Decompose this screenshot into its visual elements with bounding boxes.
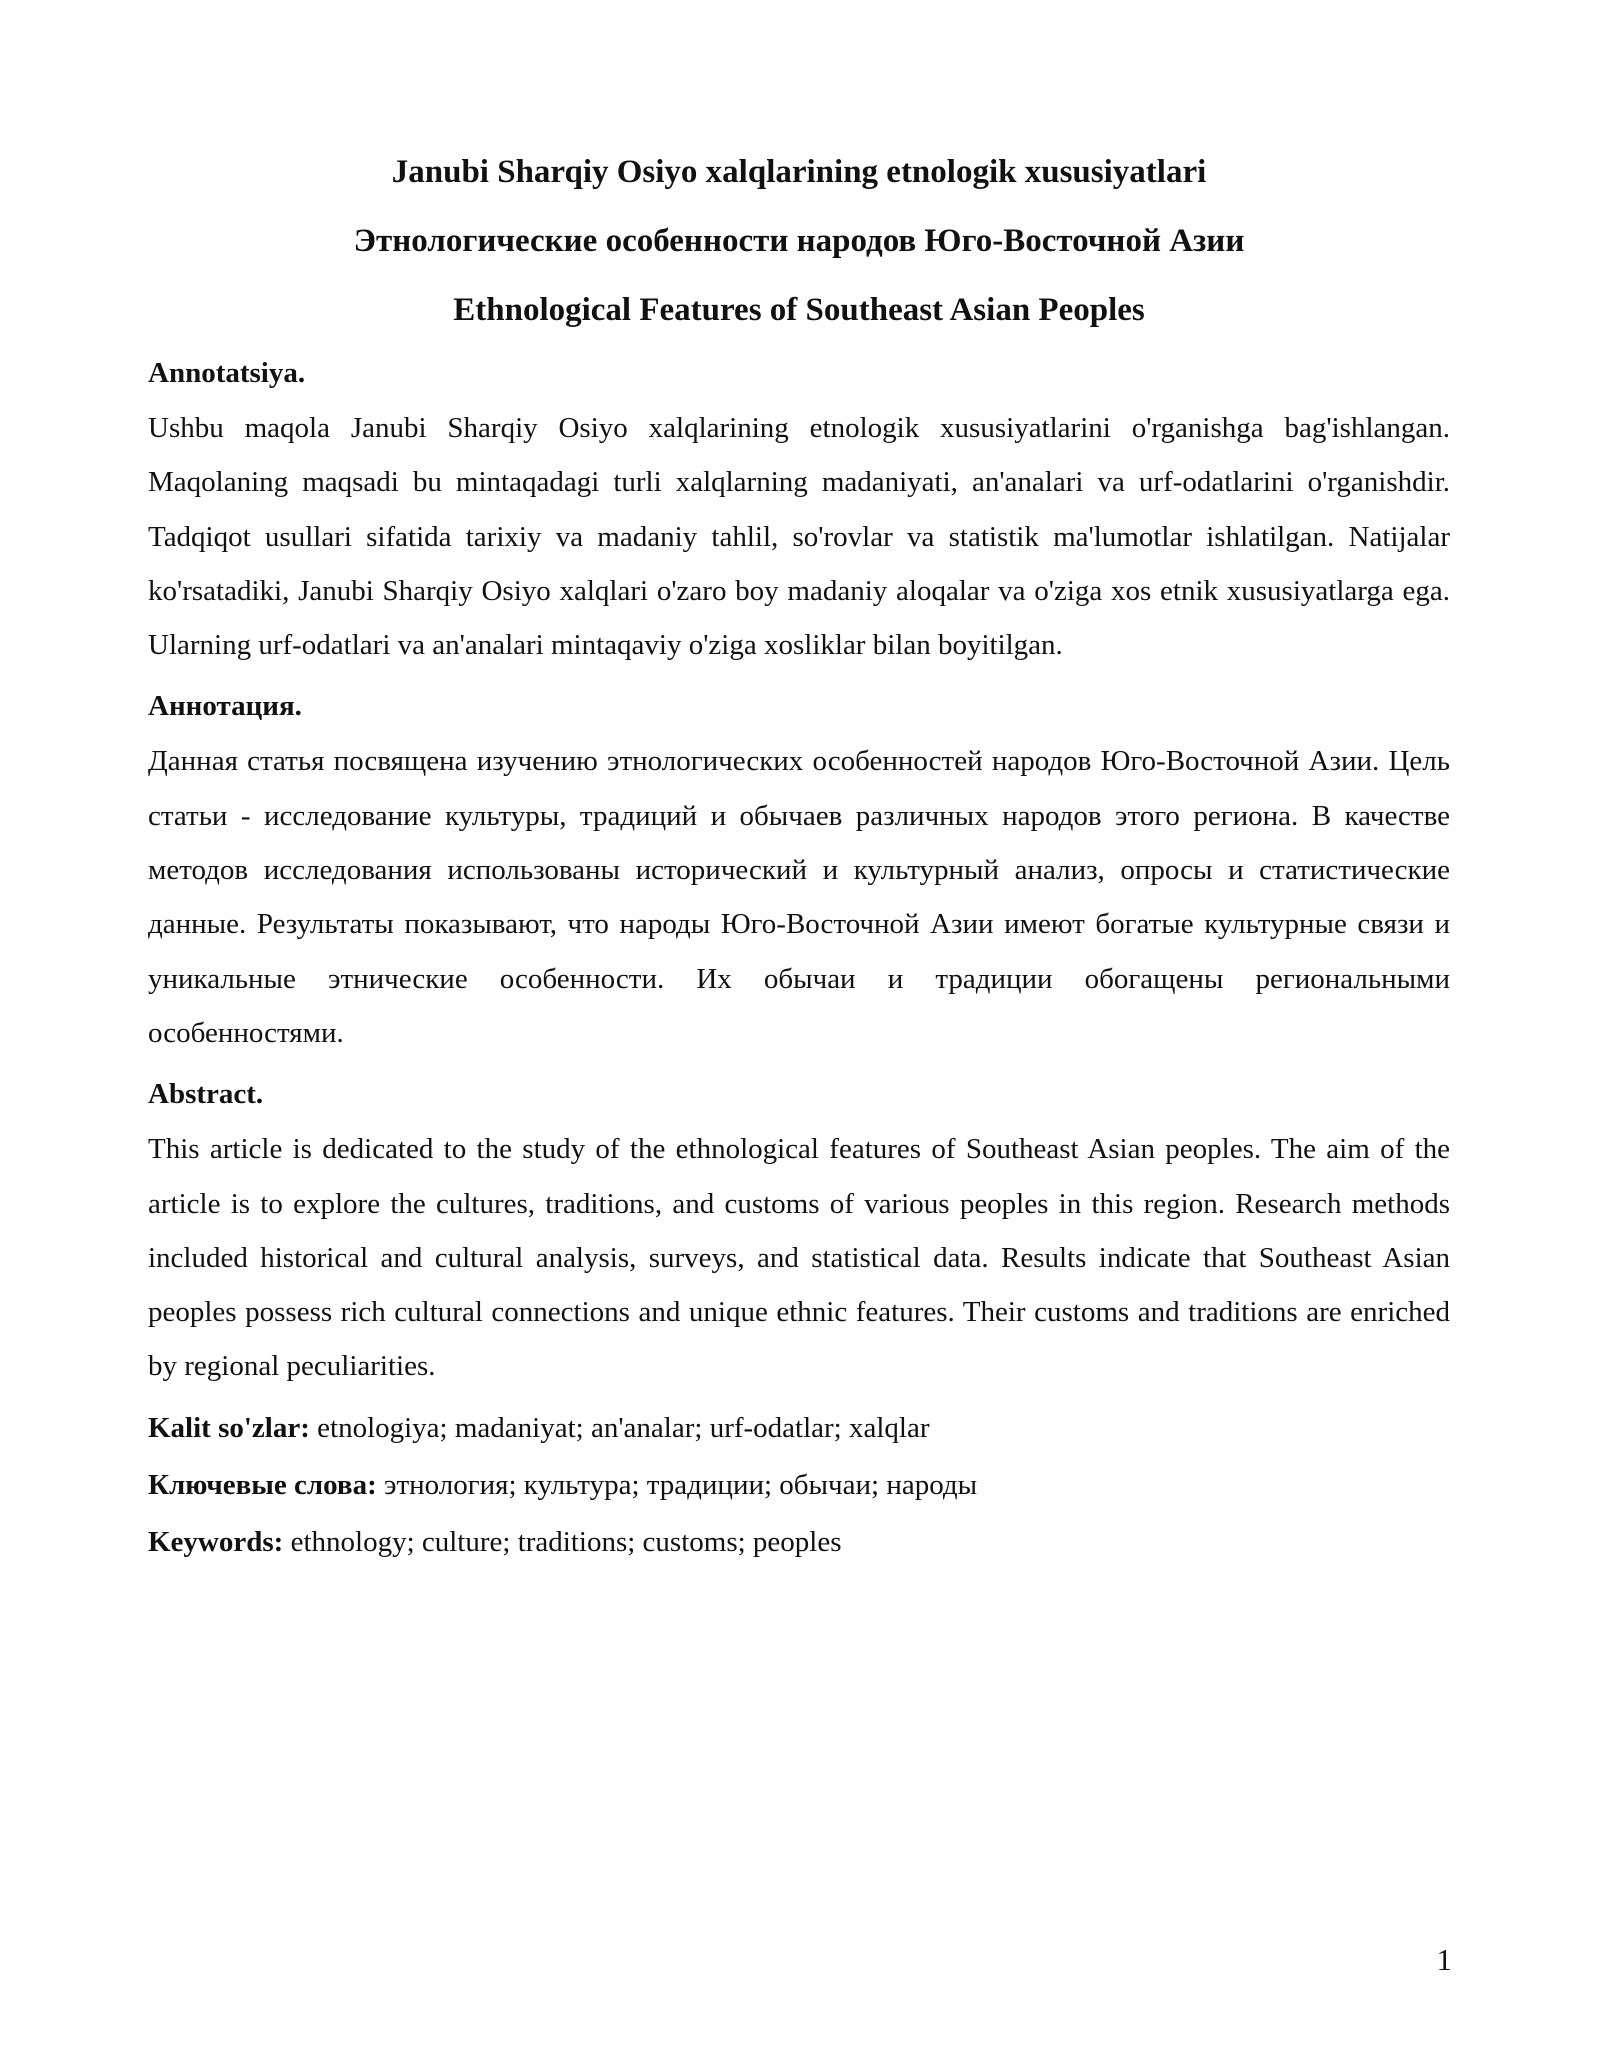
- page-content: [148, 148, 1450, 1571]
- keywords-value-russian: этнология; культура; традиции; обычаи; народы: [376, 1468, 978, 1501]
- title-uzbek: Janubi Sharqiy Osiyo xalqlarining etnologik xususiyatlari: [391, 154, 1207, 190]
- keywords-value-english: ethnology; culture; traditions; customs; peoples: [283, 1525, 842, 1558]
- keywords-label-english: Keywords:: [148, 1525, 284, 1558]
- annotation-heading-russian: Аннотация.: [148, 690, 302, 723]
- keywords-label-uzbek: Kalit so'zlar:: [148, 1411, 310, 1444]
- abstract-text-english: This article is dedicated to the study of the ethnological features of Southeast Asian peoples. The aim of the article is to explore the cultures, traditions, and customs of various peoples in this region. Research methods included historical and cultural analysis, surveys, and statistical data. Results indicate that Southeast Asian peoples possess rich cultural connections and unique ethnic features. Their customs and traditions are enriched by regional peculiarities.: [148, 1133, 1450, 1383]
- keywords-label-russian: Ключевые слова:: [148, 1468, 377, 1501]
- keywords-line-russian: [148, 1457, 1450, 1514]
- title-english: Ethnological Features of Southeast Asian Peoples: [453, 292, 1145, 328]
- abstract-heading-english: Abstract.: [148, 1078, 264, 1111]
- title-russian: Этнологические особенности народов Юго-Восточной Азии: [353, 223, 1245, 259]
- annotation-text-uzbek: Ushbu maqola Janubi Sharqiy Osiyo xalqlarining etnologik xususiyatlarini o'rganishga bag'ishlangan. Maqolaning maqsadi bu mintaqadagi turli xalqlarning madaniyati, an'analari va urf-odatlarini o'rganishdir. Tadqiqot usullari sifatida tarixiy va madaniy tahlil, so'rovlar va statistik ma'lumotlar ishlatilgan. Natijalar ko'rsatadiki, Janubi Sharqiy Osiyo xalqlari o'zaro boy madaniy aloqalar va o'ziga xos etnik xususiyatlarga ega. Ularning urf-odatlari va an'analari mintaqaviy o'ziga xosliklar bilan boyitilgan.: [148, 412, 1450, 662]
- annotation-heading-uzbek: Annotatsiya.: [148, 357, 306, 389]
- keywords-value-uzbek: etnologiya; madaniyat; an'analar; urf-odatlar; xalqlar: [309, 1411, 930, 1444]
- annotation-text-russian: Данная статья посвящена изучению этнологических особенностей народов Юго-Восточной Азии. Цель статьи - исследование культуры, традиций и обычаев различных народов этого региона. В качестве методов исследования использованы исторический и культурный анализ, опросы и статистические данные. Результаты показывают, что народы Юго-Восточной Азии имеют богатые культурные связи и уникальные этнические особенности. Их обычаи и традиции обогащены региональными особенностями.: [148, 745, 1450, 1049]
- keywords-line-uzbek: [148, 1400, 1450, 1457]
- page-number: 1: [1436, 1942, 1452, 1977]
- keywords-line-english: [148, 1514, 1450, 1571]
